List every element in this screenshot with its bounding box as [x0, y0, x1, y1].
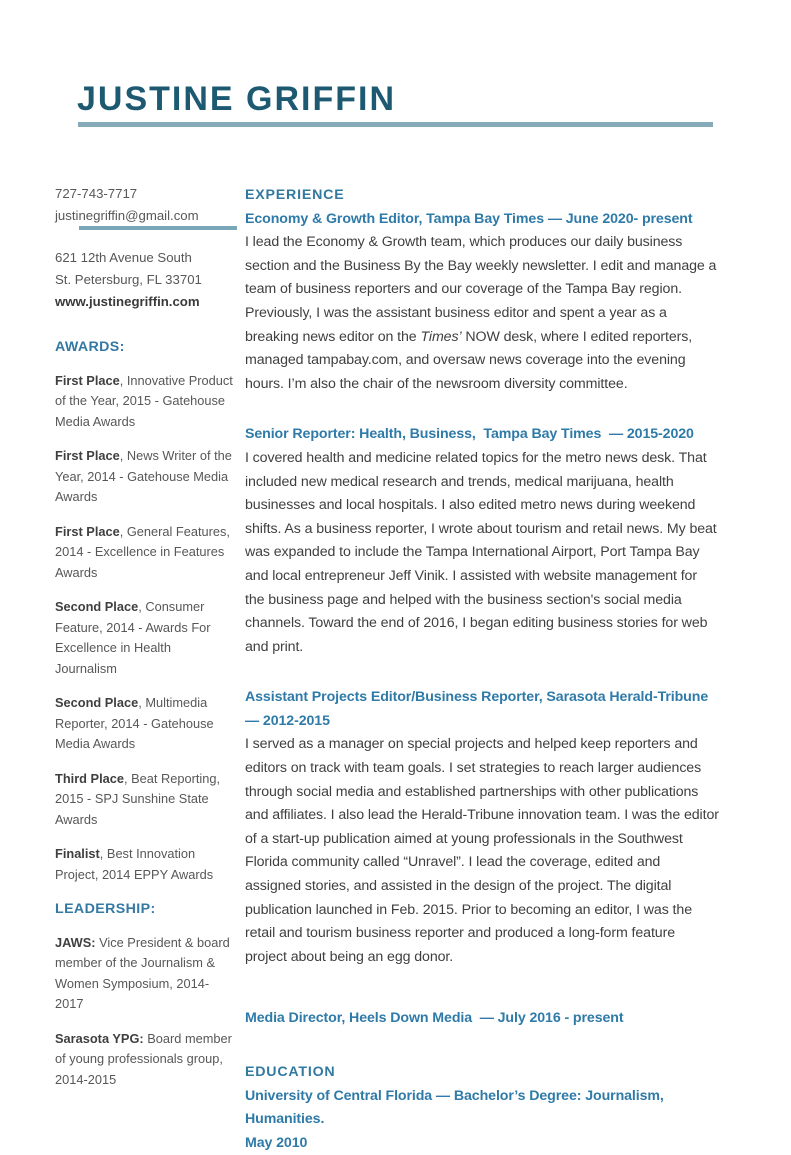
- award-item: [55, 769, 235, 831]
- main-column: [245, 184, 719, 1155]
- award-detail: , News Writer of the Year, 2014 - Gatehouse Media Awards: [55, 448, 232, 504]
- award-detail: , Best Innovation Project, 2014 EPPY Awards: [55, 846, 214, 882]
- job-entry: [245, 1007, 719, 1031]
- email-address[interactable]: [55, 205, 235, 227]
- job-entry: [245, 423, 719, 659]
- degree-text: University of Central Florida — Bachelor’s Degree: Journalism, Humanities.: [245, 1087, 668, 1128]
- leadership-detail: Vice President & board member of the Journalism & Women Symposium, 2014-2017: [55, 934, 230, 1011]
- award-rank: Third Place: [55, 770, 124, 786]
- award-detail: , Consumer Feature, 2014 - Awards For Excellence in Health Journalism: [55, 599, 211, 676]
- award-detail: , General Features, 2014 - Excellence in Features Awards: [55, 523, 230, 580]
- sidebar: [55, 183, 235, 1104]
- award-rank: Second Place: [55, 695, 139, 710]
- job-title: Economy & Growth Editor, Tampa Bay Times — June 2020- present: [245, 210, 693, 227]
- email-text: justinegriffin@gmail.com: [55, 208, 199, 223]
- leadership-org: Sarasota YPG:: [55, 1030, 144, 1046]
- job-description: I lead the Economy & Growth team, which produces our daily business section and the Business By the Bay weekly newsletter. I edit and manage a team of business reporters and our coverage of the Tampa Bay region. Previously, I was the assistant business editor and spent a year as a breaking news editor on the Times’ NOW desk, where I edited reporters, managed tampabay.com, and oversaw news coverage into the evening hours. I’m also the chair of the newsroom diversity committee.: [245, 234, 717, 392]
- education-heading: EDUCATION: [245, 1064, 336, 1080]
- award-rank: First Place: [55, 448, 120, 463]
- awards-heading: AWARDS:: [55, 339, 125, 355]
- address-block: [55, 247, 235, 313]
- award-item: [55, 446, 235, 508]
- job-description: I served as a manager on special projects and helped keep reporters and editors on track with team goals. I set strategies to reach larger audiences through social media and established partnerships with other publications and affiliates. I also lead the Herald-Tribune innovation team. I was the editor of a start-up publication aimed at young professionals in the Southwest Florida community called “Unravel”. I lead the coverage, edited and assigned stories, and assisted in the design of the project. The digital publication launched in Feb. 2015. Prior to becoming an editor, I was the retail and tourism business reporter and produced a long-form feature project about being an egg donor.: [245, 736, 719, 965]
- job-description: I covered health and medicine related topics for the metro news desk. That included new medical research and trends, medical marijuana, health businesses and local hospitals. I also edited metro news during weekend shifts. As a business reporter, I wrote about tourism and retail news. My beat was expanded to include the Tampa International Airport, Port Tampa Bay and local entrepreneur Jeff Vinik. I assisted with website management for the business page and helped with the business section's social media channels. Toward the end of 2016, I began editing business stories for web and print.: [245, 449, 717, 655]
- education-section: [245, 1061, 719, 1155]
- award-detail: , Beat Reporting, 2015 - SPJ Sunshine State Awards: [55, 770, 221, 827]
- leadership-org: JAWS:: [55, 934, 96, 950]
- leadership-item: [55, 933, 235, 1015]
- award-rank: Finalist: [55, 846, 100, 861]
- award-rank: Second Place: [55, 599, 139, 614]
- job-title: Senior Reporter: Health, Business, Tampa Bay Times — 2015-2020: [245, 426, 694, 443]
- job-entry: [245, 208, 719, 397]
- job-title: Media Director, Heels Down Media — July 2016 - present: [245, 1010, 624, 1027]
- website-link[interactable]: www.justinegriffin.com: [55, 294, 200, 309]
- leadership-detail: Board member of young professionals group, 2014-2015: [55, 1030, 232, 1087]
- phone-number: 727-743-7717: [55, 186, 138, 201]
- award-item: [55, 522, 235, 584]
- title-underline-rule: [78, 122, 713, 127]
- award-item: [55, 597, 235, 679]
- leadership-item: [55, 1029, 235, 1091]
- job-title: Assistant Projects Editor/Business Reporter, Sarasota Herald-Tribune — 2012-2015: [245, 689, 716, 729]
- experience-heading: EXPERIENCE: [245, 187, 345, 203]
- award-detail: , Innovative Product of the Year, 2015 - Gatehouse Media Awards: [55, 372, 233, 429]
- email-underline-rule: [79, 226, 237, 230]
- contact-block: [55, 183, 235, 227]
- address-line-2: St. Petersburg, FL 33701: [55, 272, 202, 287]
- page-title: JUSTINE GRIFFIN: [77, 80, 397, 118]
- award-detail: , Multimedia Reporter, 2014 - Gatehouse Media Awards: [55, 695, 214, 751]
- award-rank: First Place: [55, 523, 120, 539]
- job-entry: [245, 686, 719, 969]
- leadership-heading: LEADERSHIP:: [55, 901, 156, 917]
- degree-date: May 2010: [245, 1134, 308, 1151]
- award-item: [55, 844, 235, 885]
- address-line-1: 621 12th Avenue South: [55, 250, 192, 265]
- award-item: [55, 693, 235, 755]
- education-degree: [245, 1085, 719, 1155]
- award-item: [55, 371, 235, 433]
- award-rank: First Place: [55, 372, 120, 388]
